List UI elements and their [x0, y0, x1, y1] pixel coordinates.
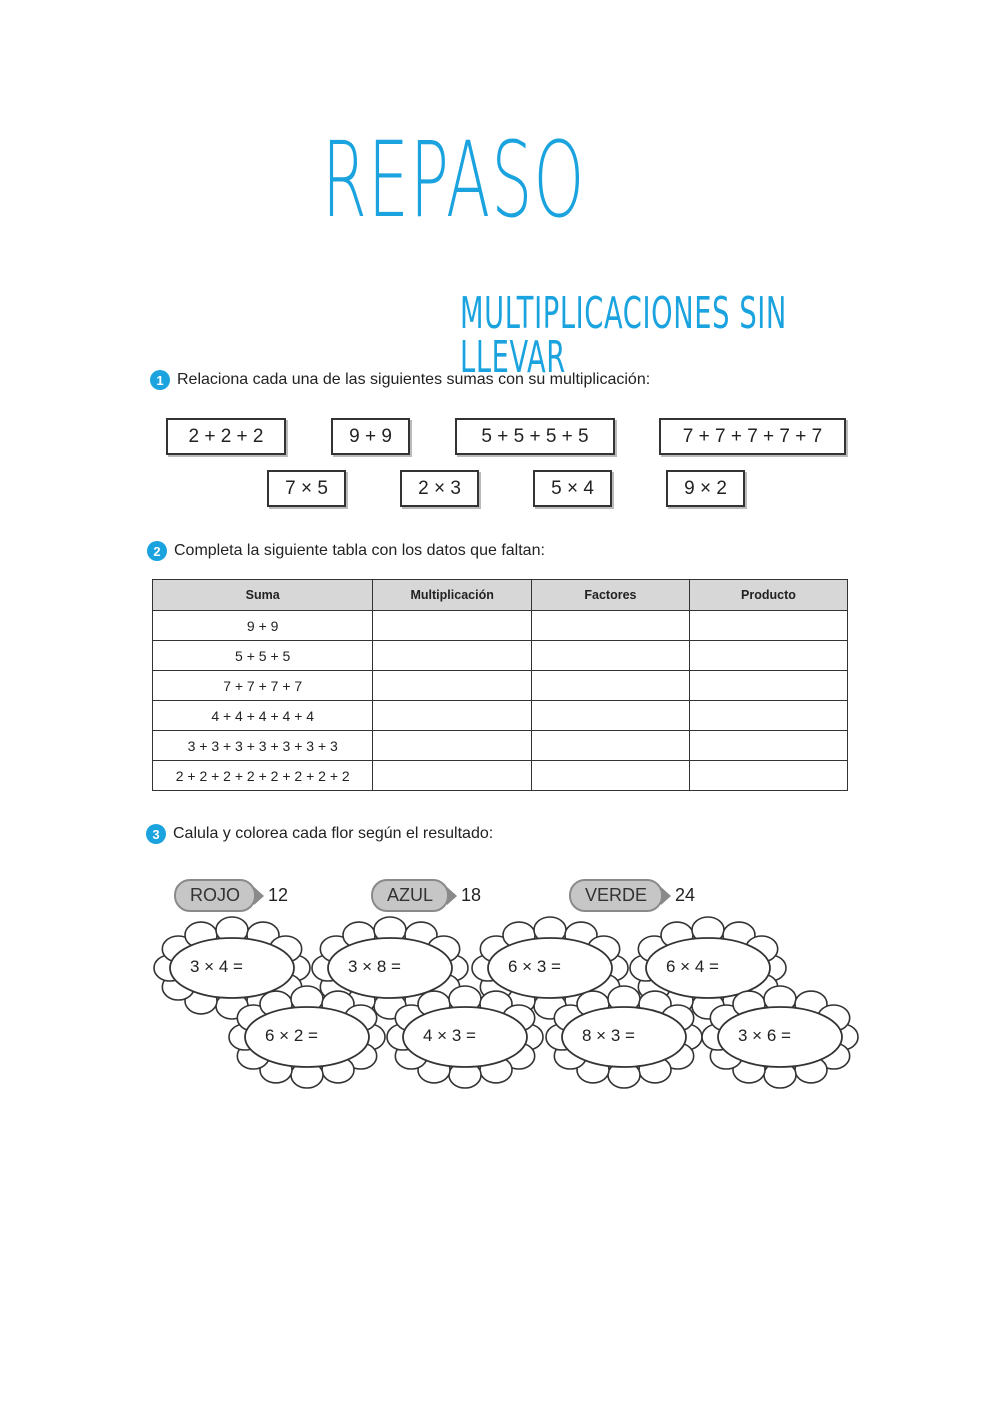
factors-cell[interactable]: [531, 671, 689, 701]
table-row: [153, 701, 848, 731]
exercise-3-number: 3: [146, 824, 166, 844]
exercise-2-instruction: [147, 541, 545, 561]
factors-cell[interactable]: [531, 731, 689, 761]
sum-cell: 4 + 4 + 4 + 4 + 4: [153, 701, 373, 731]
factors-cell[interactable]: [531, 641, 689, 671]
data-table: [152, 579, 848, 791]
sum-cell: 2 + 2 + 2 + 2 + 2 + 2 + 2 + 2: [153, 761, 373, 791]
table-row: [153, 671, 848, 701]
flower-operation-7: 8 × 3 =: [582, 1026, 635, 1045]
table-row: [153, 641, 848, 671]
sum-cell: 7 + 7 + 7 + 7: [153, 671, 373, 701]
multiplication-cell[interactable]: [373, 731, 532, 761]
flower-operation-4: 6 × 4 =: [666, 957, 719, 976]
sum-cell: 9 + 9: [153, 611, 373, 641]
product-box-4[interactable]: 9 × 2: [666, 470, 745, 507]
product-box-1[interactable]: 7 × 5: [267, 470, 346, 507]
legend-verde-label: VERDE: [569, 879, 663, 912]
header-multiplicacion: Multiplicación: [373, 580, 532, 611]
product-cell[interactable]: [689, 671, 847, 701]
exercise-1-instruction: [150, 370, 650, 390]
header-producto: Producto: [689, 580, 847, 611]
sum-box-3[interactable]: 5 + 5 + 5 + 5: [455, 418, 615, 455]
sum-cell: 3 + 3 + 3 + 3 + 3 + 3 + 3: [153, 731, 373, 761]
multiplication-cell[interactable]: [373, 641, 532, 671]
header-factores: Factores: [531, 580, 689, 611]
table-row: [153, 761, 848, 791]
product-cell[interactable]: [689, 641, 847, 671]
table-row: [153, 611, 848, 641]
exercise-3-text: Calula y colorea cada flor según el resultado:: [173, 825, 494, 842]
product-cell[interactable]: [689, 611, 847, 641]
table-row: [153, 731, 848, 761]
legend-azul-label: AZUL: [371, 879, 449, 912]
legend-verde-value: 24: [675, 885, 696, 905]
flower-operation-1: 3 × 4 =: [190, 957, 243, 976]
exercise-2-text: Completa la siguiente tabla con los datos que faltan:: [174, 542, 545, 559]
page-title: REPASO: [322, 119, 586, 241]
multiplication-cell[interactable]: [373, 761, 532, 791]
legend-azul-value: 18: [461, 885, 482, 905]
exercise-1-number: 1: [150, 370, 170, 390]
sum-cell: 5 + 5 + 5: [153, 641, 373, 671]
flower-operation-3: 6 × 3 =: [508, 957, 561, 976]
legend-rojo-label: ROJO: [174, 879, 256, 912]
factors-cell[interactable]: [531, 701, 689, 731]
multiplication-cell[interactable]: [373, 701, 532, 731]
flower-operation-5: 6 × 2 =: [265, 1026, 318, 1045]
header-suma: Suma: [153, 580, 373, 611]
arrow-icon: [661, 887, 671, 905]
flower-operation-8: 3 × 6 =: [738, 1026, 791, 1045]
arrow-icon: [447, 887, 457, 905]
table-header-row: [153, 580, 848, 611]
product-cell[interactable]: [689, 701, 847, 731]
arrow-icon: [254, 887, 264, 905]
product-cell[interactable]: [689, 731, 847, 761]
product-cell[interactable]: [689, 761, 847, 791]
exercise-3-instruction: [146, 824, 493, 844]
multiplication-cell[interactable]: [373, 671, 532, 701]
factors-cell[interactable]: [531, 761, 689, 791]
page-subtitle: MULTIPLICACIONES SIN LLEVAR: [460, 288, 787, 383]
product-box-2[interactable]: 2 × 3: [400, 470, 479, 507]
factors-cell[interactable]: [531, 611, 689, 641]
exercise-2-number: 2: [147, 541, 167, 561]
legend-rojo-value: 12: [268, 885, 289, 905]
sum-box-1[interactable]: 2 + 2 + 2: [166, 418, 286, 455]
sum-box-2[interactable]: 9 + 9: [331, 418, 410, 455]
flower-operation-2: 3 × 8 =: [348, 957, 401, 976]
exercise-1-text: Relaciona cada una de las siguientes sumas con su multiplicación:: [177, 371, 651, 388]
flower-operation-6: 4 × 3 =: [423, 1026, 476, 1045]
product-box-3[interactable]: 5 × 4: [533, 470, 612, 507]
multiplication-cell[interactable]: [373, 611, 532, 641]
sum-box-4[interactable]: 7 + 7 + 7 + 7 + 7: [659, 418, 846, 455]
